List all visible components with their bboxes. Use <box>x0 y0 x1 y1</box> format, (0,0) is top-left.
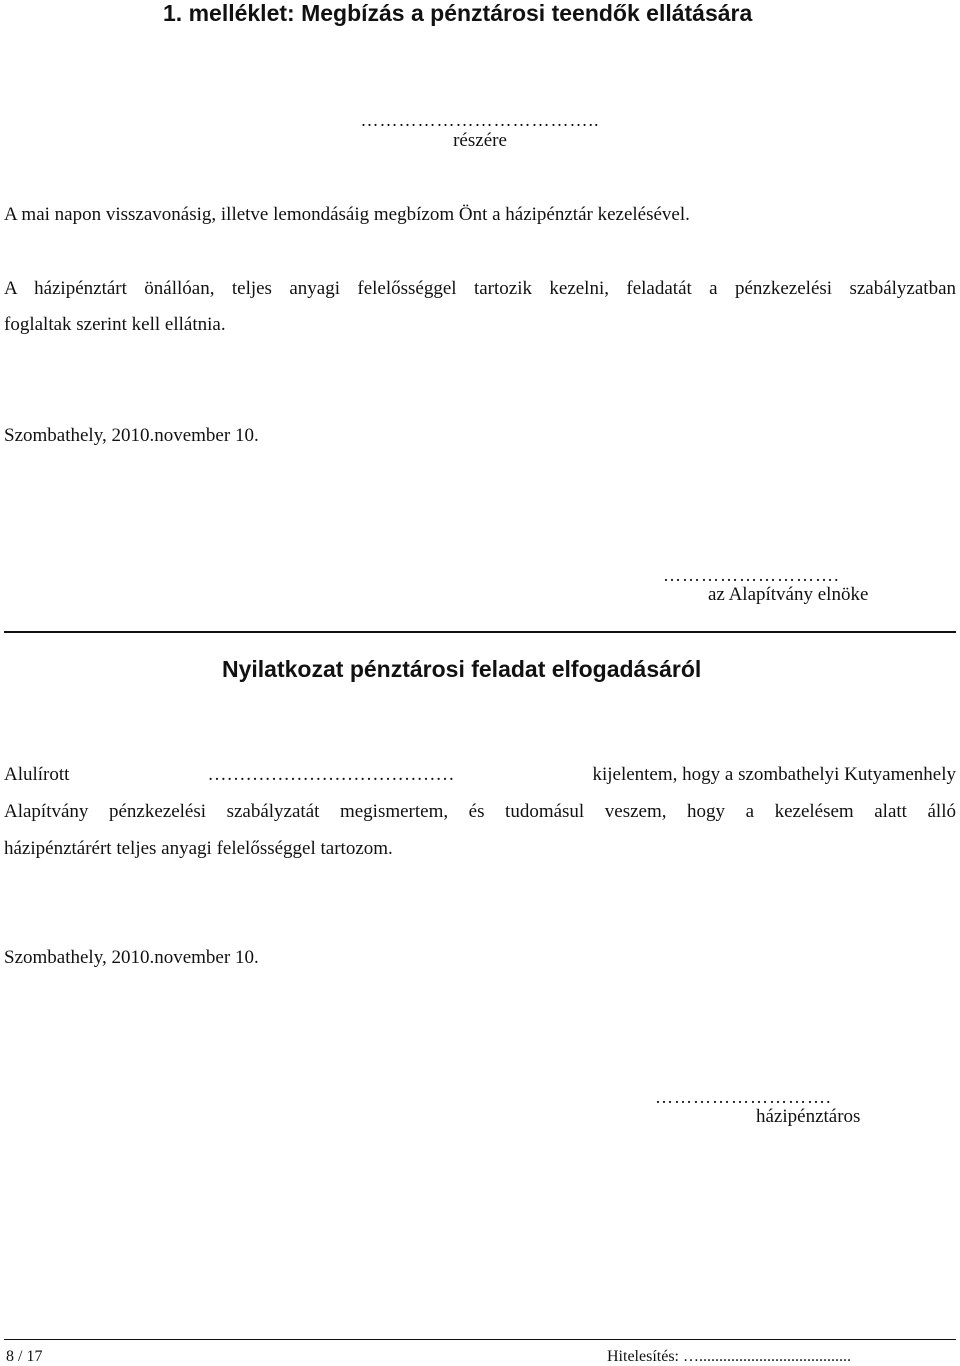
declaration-title: Nyilatkozat pénztárosi feladat elfogadásáról <box>222 656 702 682</box>
cashier-signature-line: ………………………. <box>655 1087 832 1107</box>
responsibility-paragraph-line2: foglaltak szerint kell ellátnia. <box>4 314 226 335</box>
declaration-line1-end: kijelentem, hogy a szombathelyi Kutyamenhely <box>592 764 956 785</box>
declaration-line3: házipénztárért teljes anyagi felelősséggel tartozom. <box>4 838 393 859</box>
cashier-signature-label: házipénztáros <box>756 1106 861 1127</box>
declaration-alulirott: Alulírott <box>4 764 70 785</box>
section-divider <box>4 631 956 633</box>
page-title: 1. melléklet: Megbízás a pénztárosi teendők ellátására <box>163 0 753 26</box>
page-number: 8 / 17 <box>6 1348 43 1365</box>
footer-divider <box>4 1339 956 1340</box>
recipient-label: részére <box>453 130 507 151</box>
declaration-date: Szombathely, 2010.november 10. <box>4 947 259 968</box>
mandate-paragraph: A mai napon visszavonásig, illetve lemondásáig megbízom Önt a házipénztár kezelésével. <box>4 204 690 225</box>
declarant-name-blank: ………………………………… <box>207 764 455 785</box>
responsibility-paragraph-line1: A házipénztárt önállóan, teljes anyagi felelősséggel tartozik kezelni, feladatát a pénzkezelési szabályzatban <box>4 278 956 299</box>
mandate-date: Szombathely, 2010.november 10. <box>4 425 259 446</box>
president-signature-label: az Alapítvány elnöke <box>708 584 869 605</box>
recipient-blank: ……………………………….. <box>360 110 600 130</box>
declaration-line1 <box>4 764 956 786</box>
president-signature-line: ………………………. <box>663 565 840 585</box>
authentication-field: Hitelesítés: …...................................... <box>607 1348 851 1365</box>
declaration-line2: Alapítvány pénzkezelési szabályzatát megismertem, és tudomásul veszem, hogy a kezelésem alatt álló <box>4 801 956 822</box>
